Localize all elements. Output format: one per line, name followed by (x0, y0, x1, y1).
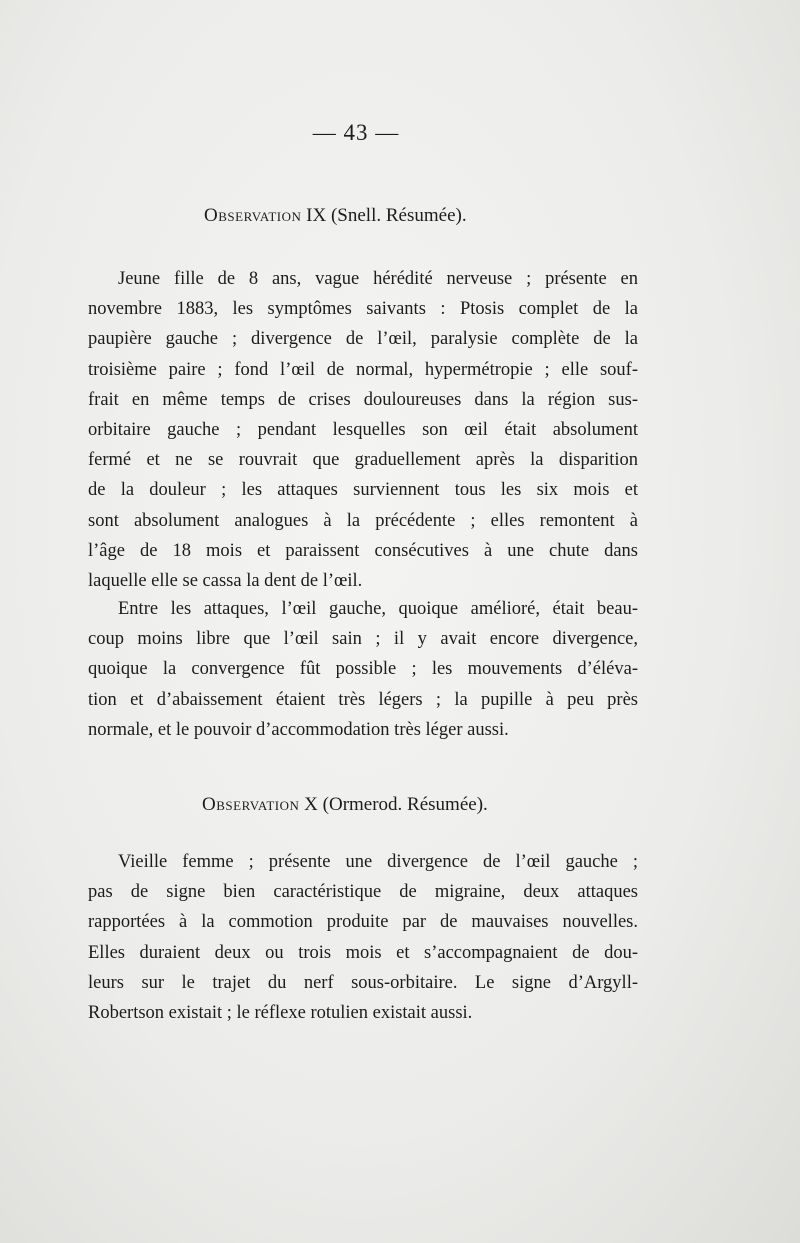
text-line: fermé et ne se rouvrait que graduellement après la disparition (88, 450, 638, 471)
text-line: Jeune fille de 8 ans, vague hérédité nerveuse ; présente en (118, 269, 638, 289)
text-line: leurs sur le trajet du nerf sous-orbitaire. Le signe d’Argyll- (88, 972, 638, 993)
heading-prefix: Observation (204, 205, 302, 226)
text-line: paupière gauche ; divergence de l’œil, paralysie complète de la (88, 329, 638, 350)
text-line: Vieille femme ; présente une divergence de l’œil gauche ; (118, 852, 638, 872)
paragraph (88, 264, 638, 596)
text-line: rapportées à la commotion produite par de mauvaises nouvelles. (88, 912, 638, 933)
text-line: pas de signe bien caractéristique de migraine, deux attaques (88, 882, 638, 903)
text-line: tion et d’abaissement étaient très légers ; la pupille à peu près (88, 689, 638, 710)
text-line: frait en même temps de crises douloureuses dans la région sus- (88, 389, 638, 410)
text-line: sont absolument analogues à la précédente ; elles remontent à (88, 510, 638, 531)
text-line: quoique la convergence fût possible ; les mouvements d’éléva- (88, 659, 638, 680)
heading-source: (Ormerod. Résumée). (322, 794, 488, 815)
text-line: coup moins libre que l’œil sain ; il y avait encore divergence, (88, 629, 638, 650)
text-line: laquelle elle se cassa la dent de l’œil. (88, 571, 363, 592)
text-line: normale, et le pouvoir d’accommodation très léger aussi. (88, 719, 509, 740)
heading-number: IX (306, 205, 327, 226)
heading-source: (Snell. Résumée). (330, 205, 467, 226)
text-line: Entre les attaques, l’œil gauche, quoique amélioré, était beau- (118, 599, 638, 619)
paragraph (88, 594, 638, 745)
text-line: l’âge de 18 mois et paraissent consécutives à une chute dans (88, 540, 638, 561)
heading-number: X (304, 794, 318, 815)
text-line: novembre 1883, les symptômes saivants : Ptosis complet de la (88, 299, 638, 320)
heading-prefix: Observation (202, 794, 300, 815)
text-line: Robertson existait ; le réflexe rotulien existait aussi. (88, 1003, 473, 1024)
text-line: orbitaire gauche ; pendant lesquelles son œil était absolument (88, 420, 638, 441)
text-line: de la douleur ; les attaques surviennent tous les six mois et (88, 480, 638, 501)
text-line: Elles duraient deux ou trois mois et s’accompagnaient de dou- (88, 942, 638, 963)
paragraph (88, 847, 638, 1028)
page-number: — 43 — (312, 120, 400, 145)
text-line: troisième paire ; fond l’œil de normal, hypermétropie ; elle souf- (88, 359, 638, 380)
